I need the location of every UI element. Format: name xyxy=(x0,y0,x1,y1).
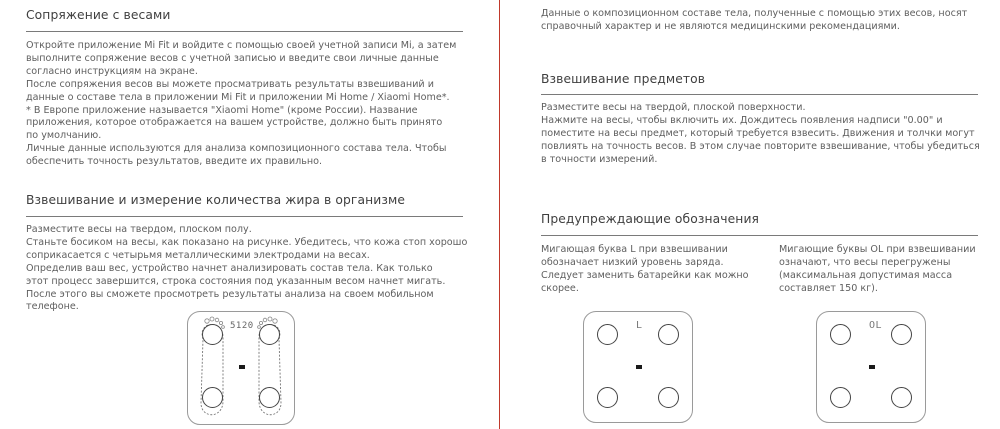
overload-text: Мигающие буквы OL при взвешивании означают, что весы перегружены (максимальная допустимая масса составляет 150 кг). xyxy=(779,244,976,294)
warnings-heading: Предупреждающие обозначения xyxy=(541,212,760,226)
electrode-bottom-left xyxy=(830,387,851,408)
electrode-top-left xyxy=(597,324,618,345)
pairing-text: Откройте приложение Mi Fit и войдите с помощью своей учетной записи Mi, а затем выполните сопряжение весов с учетной записью и введите свои личные данные согласно инструкциям на экране. После сопряжения весов вы можете просматривать результаты взвешиваний и данные о составе тела в приложении Mi Fit и приложении Mi Home / Xiaomi Home*. * В Европе приложение называется "Xiaomi Home" (кроме России). Название приложения, которое отображается на вашем устройстве, должно быть принято по умолчанию. Личные данные используются для анализа композиционного состава тела. Чтобы обеспечить точность результатов, введите их правильно. xyxy=(26,40,457,168)
warnings-heading-rule xyxy=(541,235,978,236)
weighing-fat-heading-rule xyxy=(26,216,463,217)
pairing-heading: Сопряжение с весами xyxy=(26,8,171,22)
pairing-heading-rule xyxy=(26,31,463,32)
overload-display: OL xyxy=(869,320,883,331)
electrode-top-left xyxy=(202,324,223,345)
weighing-objects-heading-rule xyxy=(541,94,978,95)
electrode-top-right xyxy=(891,324,912,345)
scale-overload-figure xyxy=(816,311,926,423)
electrode-top-left xyxy=(830,324,851,345)
weighing-objects-text: Разместите весы на твердой, плоской поверхности. Нажмите на весы, чтобы включить их. Дождитесь появления надписи "0.00" и поместите на весы предмет, который требуется взвесить. Движения и толчки могут повлиять на точность весов. В этом случае повторите взвешивание, чтобы убедиться в точности измерений. xyxy=(541,102,980,165)
disclaimer-text: Данные о композиционном составе тела, полученные с помощью этих весов, носят справочный характер и не являются медицинскими рекомендациями. xyxy=(541,8,968,32)
electrode-bottom-left xyxy=(202,387,223,408)
weight-display-readout: 5120 xyxy=(230,321,254,331)
electrode-top-right xyxy=(658,324,679,345)
electrode-top-right xyxy=(259,324,280,345)
electrode-bottom-left xyxy=(597,387,618,408)
weighing-fat-heading: Взвешивание и измерение количества жира в организме xyxy=(26,193,406,207)
low-battery-display: L xyxy=(636,320,643,331)
mi-logo-icon xyxy=(239,365,245,369)
mi-logo-icon xyxy=(869,365,875,369)
electrode-bottom-right xyxy=(259,387,280,408)
mi-logo-icon xyxy=(636,365,642,369)
weighing-objects-heading: Взвешивание предметов xyxy=(541,72,706,86)
scale-low-battery-figure xyxy=(583,311,693,423)
electrode-bottom-right xyxy=(891,387,912,408)
scale-with-feet-figure xyxy=(187,311,295,425)
page-divider xyxy=(499,0,500,429)
electrode-bottom-right xyxy=(658,387,679,408)
weighing-fat-text: Разместите весы на твердом, плоском полу. Станьте босиком на весы, как показано на рисунке. Убедитесь, что кожа стоп хорошо соприкасается с четырьмя металлическими электродами на весах. Определив ваш вес, устройство начнет анализировать состав тела. Как только этот процесс завершится, строка состояния под указанным весом начнет мигать. После этого вы сможете просмотреть результаты анализа на своем мобильном телефоне. xyxy=(26,224,468,313)
low-battery-text: Мигающая буква L при взвешивании обозначает низкий уровень заряда. Следует заменить батарейки как можно скорее. xyxy=(541,244,749,294)
